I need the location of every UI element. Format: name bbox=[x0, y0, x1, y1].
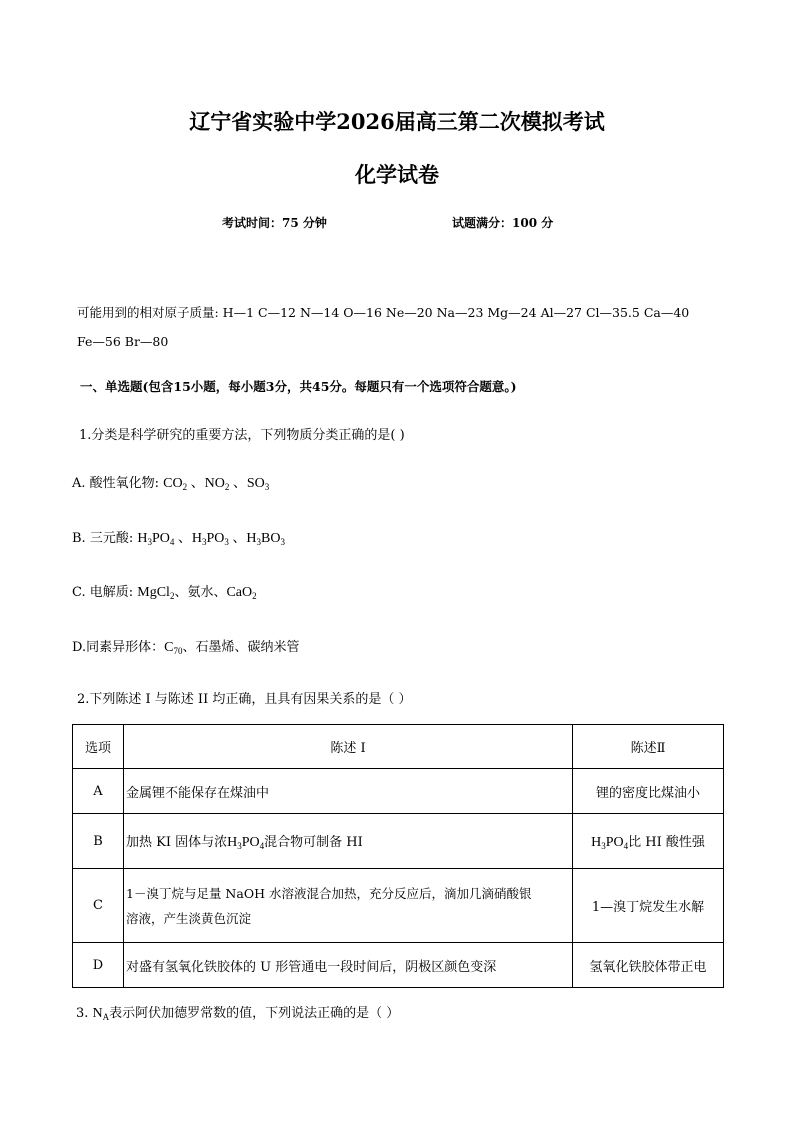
exam-time: 考试时间：75 分钟 bbox=[222, 216, 327, 230]
q1-option-d bbox=[72, 636, 299, 656]
q2-header-statement-1: 陈述 I bbox=[124, 725, 573, 769]
q2-row-a-statement-2: 锂的密度比煤油小 bbox=[573, 769, 724, 814]
q1-stem: 1.分类是科学研究的重要方法，下列物质分类正确的是( ) bbox=[79, 428, 405, 443]
q2-header-option: 选项 bbox=[73, 725, 124, 769]
q2-row-c-option: C bbox=[73, 869, 124, 943]
q1-option-b bbox=[72, 527, 285, 547]
q3-rest: 表示阿伏加德罗常数的值，下列说法正确的是（ ） bbox=[109, 1006, 400, 1021]
q1-option-a bbox=[72, 472, 269, 492]
table-row bbox=[73, 869, 724, 943]
table-row bbox=[73, 943, 724, 988]
q2-row-d-option: D bbox=[73, 943, 124, 988]
q2-row-a-option: A bbox=[73, 769, 124, 814]
q1-option-d-rest: 、石墨烯、碳纳米管 bbox=[182, 640, 300, 655]
q1-option-c-mid: 、氨水、 bbox=[174, 585, 227, 600]
q2-stem: 2.下列陈述 I 与陈述 II 均正确，且具有因果关系的是（ ） bbox=[77, 692, 412, 707]
exam-subtitle: 化学试卷 bbox=[355, 162, 439, 187]
q2-row-d-statement-1: 对盛有氢氧化铁胶体的 U 形管通电一段时间后，阴极区颜色变深 bbox=[124, 943, 573, 988]
q2-row-b-s1-part-2: 混合物可制备 HI bbox=[264, 835, 363, 850]
q2-row-c-statement-2: 1—溴丁烷发生水解 bbox=[573, 869, 724, 943]
q2-row-c-statement-1 bbox=[124, 869, 573, 943]
q1-option-c-formula-1: MgCl$_2$ bbox=[137, 585, 175, 601]
q1-option-b-formulas: $H_3PO_4$ 、$H_3PO_3$ 、$H_3BO_3$ bbox=[137, 531, 285, 547]
q2-row-b-s1-formula: $H_3PO_4$ bbox=[227, 835, 265, 851]
q2-row-b-statement-1 bbox=[124, 814, 573, 869]
q3-number: 3. bbox=[76, 1006, 93, 1021]
q1-option-c-label: C. 电解质: bbox=[72, 585, 138, 600]
atomic-mass-line-1: 可能用到的相对原子质量: H—1 C—12 N—14 O—16 Ne—20 Na—23 Mg—24 Al—27 Cl—35.5 Ca—40 bbox=[77, 305, 690, 320]
q2-row-b-option: B bbox=[73, 814, 124, 869]
q2-table-header-row bbox=[73, 725, 724, 769]
q2-row-b-s2-rest: 比 HI 酸性强 bbox=[628, 835, 705, 850]
q2-row-b-s2-formula: $H_3PO_4$ bbox=[591, 835, 629, 851]
q2-row-b-statement-2 bbox=[573, 814, 724, 869]
q1-option-c-formula-2: CaO$_2$ bbox=[226, 585, 257, 601]
exam-title: 辽宁省实验中学2026届高三第二次模拟考试 bbox=[189, 109, 605, 134]
q1-option-a-label: A. 酸性氧化物: bbox=[72, 476, 164, 491]
q2-row-b-s1-part-1: 加热 KI 固体与浓 bbox=[126, 835, 228, 850]
q2-table bbox=[72, 724, 724, 988]
section-heading: 一、单选题(包含15小题，每小题3分，共45分。每题只有一个选项符合题意。) bbox=[80, 379, 517, 394]
q2-row-c-s1-line-2: 溶液，产生淡黄色沉淀 bbox=[126, 910, 252, 926]
q2-row-a-statement-1: 金属锂不能保存在煤油中 bbox=[124, 769, 573, 814]
q2-row-c-s1-line-1: 1－溴丁烷与足量 NaOH 水溶液混合加热，充分反应后，滴加几滴硝酸银 bbox=[126, 885, 532, 901]
q1-option-c bbox=[72, 581, 257, 601]
exam-score: 试题满分：100 分 bbox=[452, 216, 554, 230]
atomic-mass-line-2: Fe—56 Br—80 bbox=[77, 334, 169, 349]
q1-option-d-formula: $C_{70}$ bbox=[164, 640, 183, 656]
q1-option-d-label: D.同素异形体： bbox=[72, 640, 165, 655]
table-row bbox=[73, 814, 724, 869]
q3-stem bbox=[76, 1002, 399, 1022]
q2-header-statement-2: 陈述Ⅱ bbox=[573, 725, 724, 769]
q3-symbol: $N_A$ bbox=[92, 1006, 110, 1022]
q1-option-a-formulas: $CO_2$ 、$NO_2$ 、$SO_3$ bbox=[163, 476, 270, 492]
q2-row-d-statement-2: 氢氧化铁胶体带正电 bbox=[573, 943, 724, 988]
q1-option-b-label: B. 三元酸: bbox=[72, 531, 138, 546]
table-row bbox=[73, 769, 724, 814]
